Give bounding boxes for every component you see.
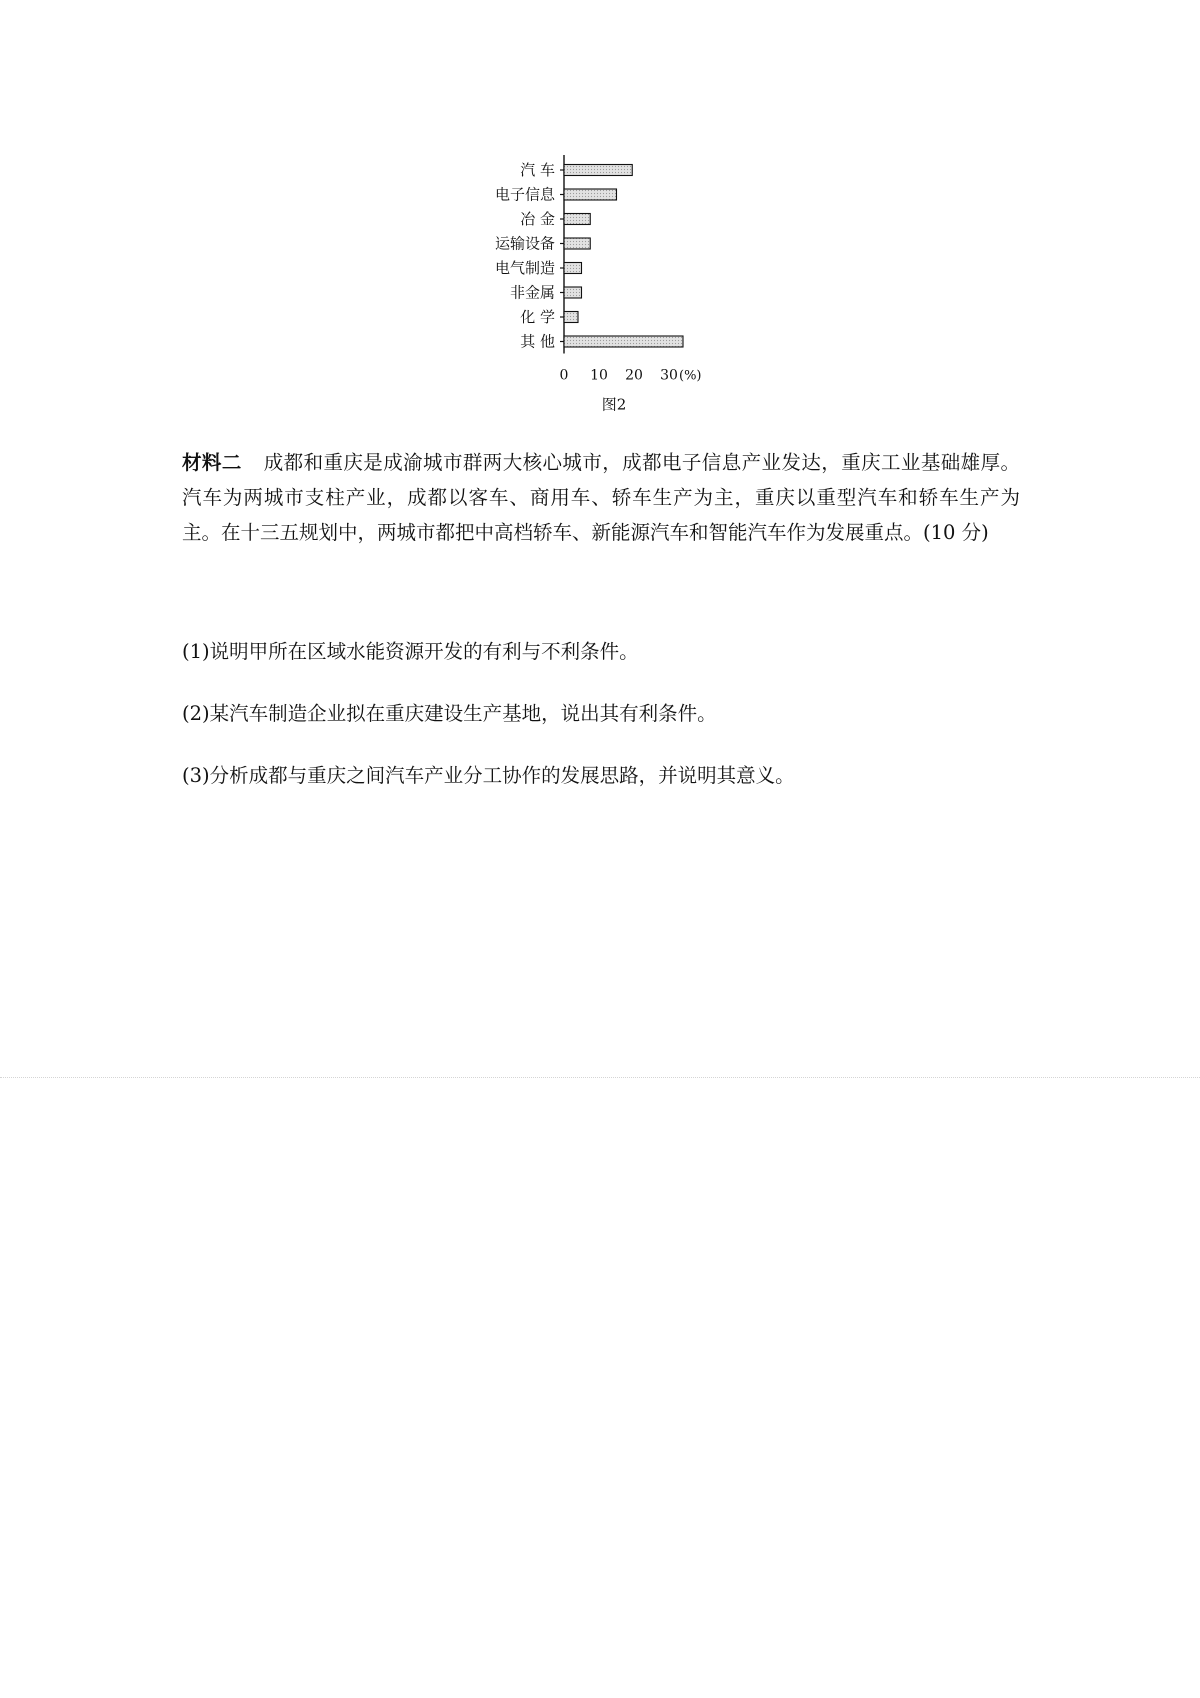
bar-2 bbox=[564, 214, 590, 225]
material-two-paragraph bbox=[182, 445, 1020, 550]
material-heading: 材料二 bbox=[182, 451, 242, 474]
category-label: 冶 金 bbox=[520, 210, 555, 228]
figure-caption: 图2 bbox=[601, 395, 627, 414]
bar-1 bbox=[564, 189, 617, 200]
x-tick-label: 0 bbox=[559, 367, 569, 384]
question-2: (2)某汽车制造企业拟在重庆建设生产基地，说出其有利条件。 bbox=[182, 702, 717, 725]
category-label: 电子信息 bbox=[494, 185, 555, 204]
x-tick-label: 20 bbox=[625, 367, 643, 384]
page-divider bbox=[0, 1077, 1200, 1078]
category-label: 其 他 bbox=[520, 332, 555, 351]
category-label: 电气制造 bbox=[494, 259, 555, 277]
chart-svg bbox=[470, 150, 730, 420]
category-label: 汽 车 bbox=[520, 161, 555, 179]
x-tick-label: 10 bbox=[590, 367, 608, 384]
bar-0 bbox=[564, 165, 632, 176]
question-3: (3)分析成都与重庆之间汽车产业分工协作的发展思路，并说明其意义。 bbox=[182, 764, 795, 787]
x-tick-label: 30 bbox=[660, 367, 678, 384]
bar-6 bbox=[564, 312, 578, 323]
category-label: 化 学 bbox=[520, 308, 555, 326]
category-label: 非金属 bbox=[509, 283, 555, 302]
question-1: (1)说明甲所在区域水能资源开发的有利与不利条件。 bbox=[182, 640, 639, 663]
bar-5 bbox=[564, 287, 582, 298]
category-label: 运输设备 bbox=[494, 234, 555, 253]
bar-7 bbox=[564, 336, 683, 347]
bar-4 bbox=[564, 263, 582, 274]
bar-3 bbox=[564, 238, 590, 249]
industry-share-chart bbox=[470, 150, 730, 420]
x-unit-label: (%) bbox=[679, 368, 702, 384]
material-body: 成都和重庆是成渝城市群两大核心城市，成都电子信息产业发达，重庆工业基础雄厚。汽车为两城市支柱产业，成都以客车、商用车、轿车生产为主，重庆以重型汽车和轿车生产为主。在十三五规划中，两城市都把中高档轿车、新能源汽车和智能汽车作为发展重点。(10 分) bbox=[182, 451, 1020, 544]
